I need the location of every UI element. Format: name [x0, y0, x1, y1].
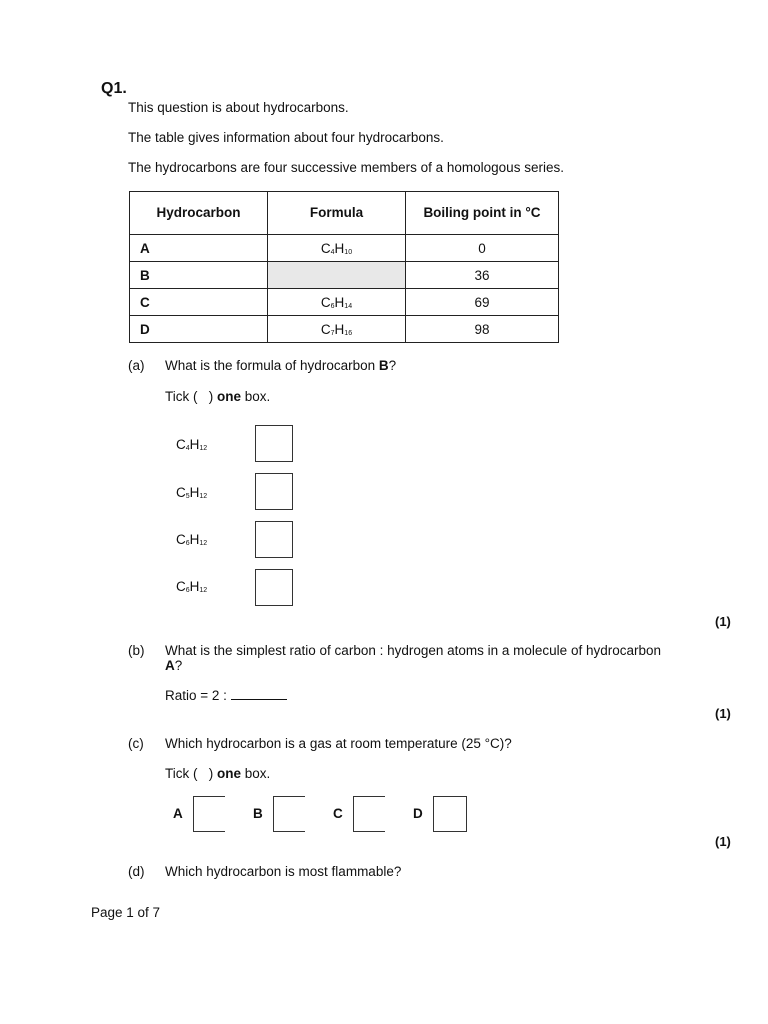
option-c-b-label: B [253, 806, 263, 821]
tick-box-option-2[interactable] [255, 473, 293, 510]
h-sub: 12 [199, 587, 208, 594]
hydrocarbon-table [129, 191, 559, 343]
option-c-d-label: D [413, 806, 423, 821]
tick-bold: one [217, 766, 242, 781]
tick-box-b[interactable] [273, 796, 305, 832]
ratio-line [165, 687, 287, 704]
part-b-question-line1: What is the simplest ratio of carbon : hydrogen atoms in a molecule of hydrocarbon [165, 643, 661, 658]
tick-box-c[interactable] [353, 796, 385, 832]
table-row [130, 316, 559, 343]
part-c-label: (c) [128, 736, 144, 751]
formula-c-sub: 4 [330, 248, 335, 256]
part-a-question [165, 358, 396, 374]
ratio-answer-blank[interactable] [231, 687, 287, 700]
part-a-label: (a) [128, 358, 145, 373]
h: H [189, 485, 200, 500]
c-sub: 6 [185, 587, 190, 594]
h: H [189, 437, 200, 452]
h-sub: 12 [199, 445, 208, 452]
option-c-c-label: C [333, 806, 343, 821]
part-b-end: ? [174, 658, 183, 673]
formula-c: C [320, 294, 331, 310]
tick-box-option-4[interactable] [255, 569, 293, 606]
tick-box-a[interactable] [193, 796, 225, 832]
part-c-instruction [165, 766, 270, 782]
c-sub: 6 [185, 540, 190, 547]
row-name: D [130, 316, 268, 343]
intro-line-3: The hydrocarbons are four successive members of a homologous series. [128, 160, 564, 175]
c: C [176, 532, 186, 547]
table-row [130, 289, 559, 316]
row-formula [268, 235, 406, 262]
question-number: Q1. [101, 80, 127, 97]
part-b-label: (b) [128, 643, 145, 658]
c-sub: 4 [185, 445, 190, 452]
h: H [189, 532, 200, 547]
part-b-marks: (1) [715, 706, 731, 721]
row-formula [268, 289, 406, 316]
tick-box-option-1[interactable] [255, 425, 293, 462]
tick-text: Tick ( ) [165, 766, 217, 781]
formula-c: C [320, 321, 331, 337]
formula-h: H [334, 321, 345, 337]
table-row [130, 262, 559, 289]
option-a3-label [176, 532, 207, 552]
formula-h-sub: 16 [344, 329, 353, 337]
option-c-a-label: A [173, 806, 183, 821]
formula-c-sub: 7 [330, 329, 335, 337]
row-name: C [130, 289, 268, 316]
page-number: Page 1 of 7 [91, 905, 161, 920]
intro-line-1: This question is about hydrocarbons. [128, 100, 349, 115]
h-sub: 12 [199, 493, 208, 500]
row-formula [268, 316, 406, 343]
row-formula-blank [268, 262, 406, 289]
table-header-row [130, 192, 559, 235]
part-a-q-text: What is the formula of hydrocarbon [165, 358, 379, 373]
c: C [176, 485, 186, 500]
tick-end: box. [241, 389, 271, 404]
tick-box-option-3[interactable] [255, 521, 293, 558]
ratio-text: Ratio = 2 : [165, 688, 231, 703]
part-a-instruction [165, 389, 270, 405]
formula-h: H [334, 294, 345, 310]
part-a-q-bold: B [378, 358, 389, 373]
part-b-bold: A [165, 658, 175, 673]
c-sub: 5 [185, 493, 190, 500]
header-hydrocarbon: Hydrocarbon [130, 192, 268, 235]
row-name: B [130, 262, 268, 289]
header-boiling-point-text: Boiling point in °C [423, 205, 541, 220]
part-b-question-line2 [165, 658, 182, 674]
tick-text: Tick ( ) [165, 389, 217, 404]
row-boiling-point: 36 [406, 262, 559, 289]
option-a1-label [176, 437, 207, 457]
c: C [176, 437, 186, 452]
header-formula: Formula [268, 192, 406, 235]
part-a-marks: (1) [715, 614, 731, 629]
formula-c: C [320, 240, 331, 256]
header-boiling-point [406, 192, 559, 235]
row-name: A [130, 235, 268, 262]
part-c-question: Which hydrocarbon is a gas at room temperature (25 °C)? [165, 736, 512, 751]
row-boiling-point: 69 [406, 289, 559, 316]
formula-h-sub: 14 [344, 302, 353, 310]
intro-line-2: The table gives information about four hydrocarbons. [128, 130, 444, 145]
part-c-marks: (1) [715, 834, 731, 849]
formula-h: H [334, 240, 345, 256]
option-a4-label [176, 579, 207, 599]
table-row [130, 235, 559, 262]
h-sub: 12 [199, 540, 208, 547]
c: C [176, 579, 186, 594]
row-boiling-point: 98 [406, 316, 559, 343]
tick-box-d[interactable] [433, 796, 467, 832]
part-d-question: Which hydrocarbon is most flammable? [165, 864, 402, 879]
part-a-q-end: ? [388, 358, 397, 373]
tick-end: box. [241, 766, 271, 781]
tick-bold: one [217, 389, 242, 404]
formula-c-sub: 6 [330, 302, 335, 310]
formula-h-sub: 10 [344, 248, 353, 256]
h: H [189, 579, 200, 594]
row-boiling-point: 0 [406, 235, 559, 262]
option-a2-label [176, 485, 207, 505]
part-d-label: (d) [128, 864, 145, 879]
